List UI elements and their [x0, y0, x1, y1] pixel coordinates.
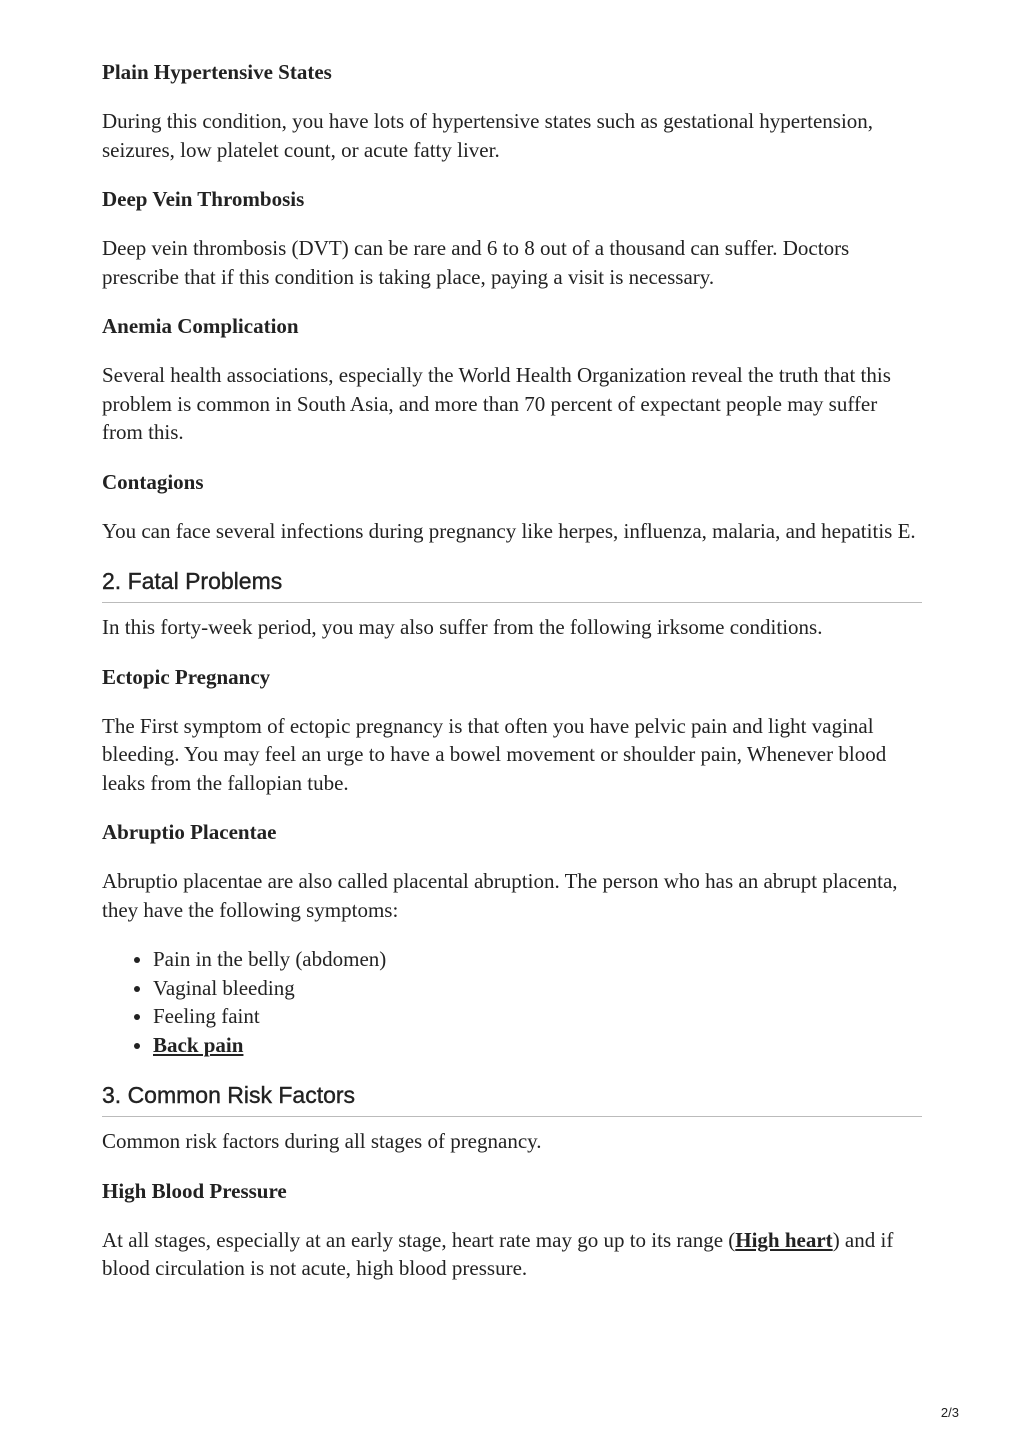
section-title-hypertensive: Plain Hypertensive States: [102, 60, 332, 84]
bp-text-before: At all stages, especially at an early stage, heart rate may go up to its range (: [102, 1227, 736, 1252]
paragraph-contagions: You can face several infections during pregnancy like herpes, influenza, malaria, and hepatitis E.: [102, 518, 916, 543]
section-title-ectopic: Ectopic Pregnancy: [102, 664, 271, 689]
symptom-list: [102, 945, 922, 1059]
paragraph-fatal-intro: In this forty-week period, you may also suffer from the following irksome conditions.: [102, 615, 823, 639]
list-item: • Feeling faint: [153, 1002, 922, 1031]
section-title-high-blood-pressure: High Blood Pressure: [102, 1178, 287, 1203]
paragraph-abruptio: Abruptio placentae are also called placental abruption. The person who has an abrupt placenta, they have the following symptoms:: [102, 869, 898, 922]
section-title-abruptio: Abruptio Placentae: [102, 820, 277, 844]
section-title-dvt: Deep Vein Thrombosis: [102, 187, 305, 211]
paragraph-hypertensive: During this condition, you have lots of hypertensive states such as gestational hypertension, seizures, low platelet count, or acute fatty liver.: [102, 109, 874, 162]
paragraph-high-blood-pressure: [102, 1226, 922, 1283]
back-pain-link[interactable]: Back pain: [153, 1032, 244, 1057]
high-heart-link[interactable]: High heart: [735, 1227, 833, 1252]
document-page: [102, 58, 922, 1304]
bp-text-after: ) and if blood circulation is not acute, high blood pressure.: [102, 1227, 894, 1280]
paragraph-risk-intro: Common risk factors during all stages of pregnancy.: [102, 1129, 542, 1153]
list-item: • Vaginal bleeding: [153, 974, 922, 1003]
paragraph-dvt: Deep vein thrombosis (DVT) can be rare and 6 to 8 out of a thousand can suffer. Doctors prescribe that if this condition is taking place, paying a visit is necessary.: [102, 236, 850, 289]
section-title-contagions: Contagions: [102, 469, 204, 494]
list-item: • Pain in the belly (abdomen): [153, 945, 922, 974]
paragraph-ectopic: The First symptom of ectopic pregnancy is that often you have pelvic pain and light vaginal bleeding. You may feel an urge to have a bowel movement or shoulder pain, Whenever blood leaks from the fallopian tube.: [102, 713, 887, 795]
heading-common-risk-factors: 3. Common Risk Factors: [102, 1080, 922, 1117]
list-item-back-pain: [153, 1031, 922, 1060]
heading-fatal-problems: 2. Fatal Problems: [102, 566, 922, 603]
paragraph-anemia: Several health associations, especially the World Health Organization reveal the truth that this problem is common in South Asia, and more than 70 percent of expectant people may suffer from this.: [102, 363, 891, 444]
section-title-anemia: Anemia Complication: [102, 314, 299, 338]
page-number: 2/3: [940, 1405, 959, 1420]
